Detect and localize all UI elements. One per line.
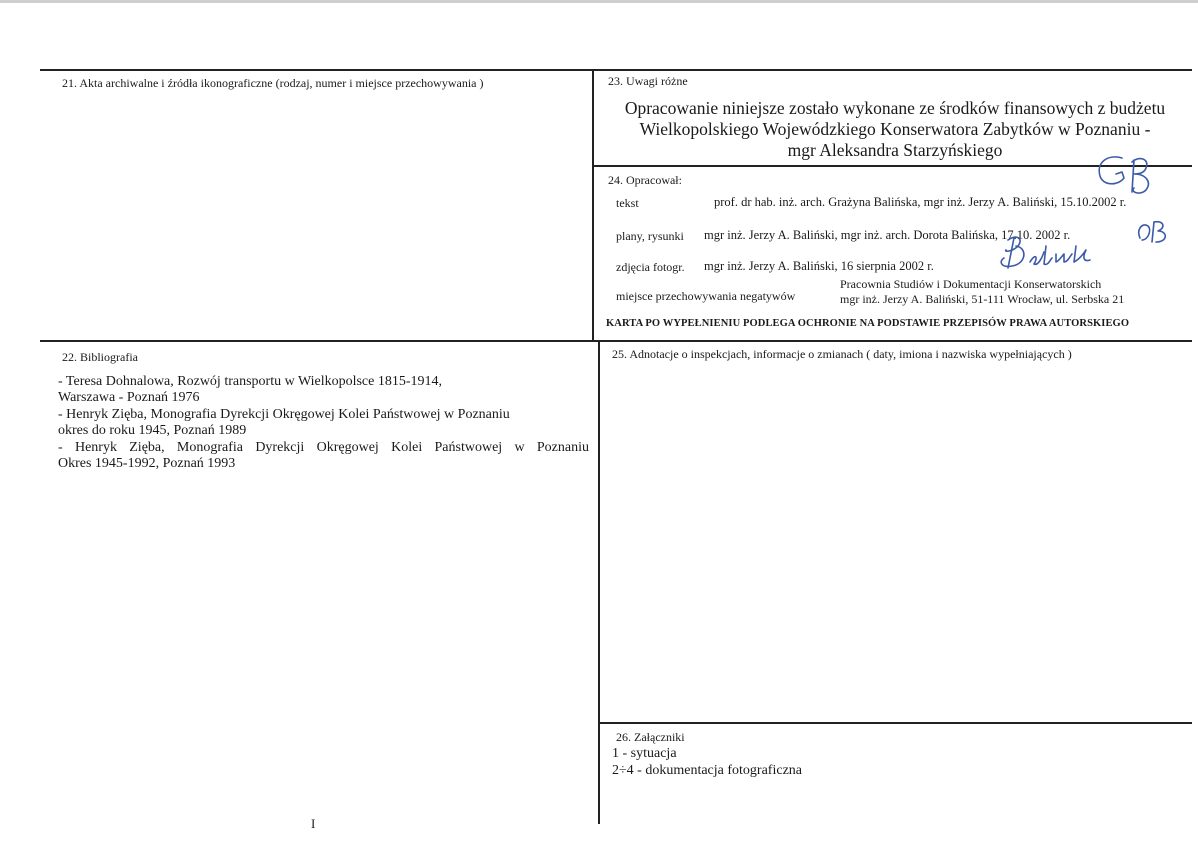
section-25-label: 25. Adnotacje o inspekcjach, informacje o zmianach ( daty, imiona i nazwiska wypełniających ) — [612, 347, 1072, 361]
top-rule — [40, 69, 1192, 71]
negatives-value-line-2: mgr inż. Jerzy A. Baliński, 51-111 Wrocław, ul. Serbska 21 — [840, 292, 1125, 306]
section-24-label: 24. Opracował: — [608, 173, 682, 187]
bibliography-line-6: Okres 1945-1992, Poznań 1993 — [58, 456, 236, 471]
negatives-key: miejsce przechowywania negatywów — [616, 289, 796, 303]
rule-25-26 — [598, 722, 1192, 724]
author-row-value-plans: mgr inż. Jerzy A. Baliński, mgr inż. arch. Dorota Balińska, 17.10. 2002 r. — [704, 228, 1071, 242]
section-22-label: 22. Bibliografia — [62, 350, 138, 364]
attachment-line-2: 2÷4 - dokumentacja fotograficzna — [612, 763, 802, 778]
section-23-note-line-3: mgr Aleksandra Starzyńskiego — [787, 140, 1003, 160]
section-23-note-line-1: Opracowanie niniejsze zostało wykonane ze środków finansowych z budżetu — [624, 98, 1166, 118]
bibliography-line-4: okres do roku 1945, Poznań 1989 — [58, 423, 247, 438]
top-edge — [0, 0, 1198, 3]
negatives-value-line-1: Pracownia Studiów i Dokumentacji Konserwatorskich — [840, 277, 1102, 291]
author-row-value-text: prof. dr hab. inż. arch. Grażyna Balińska, mgr inż. Jerzy A. Baliński, 15.10.2002 r. — [714, 195, 1127, 209]
author-row-value-photos: mgr inż. Jerzy A. Baliński, 16 sierpnia 2002 r. — [704, 259, 934, 273]
author-row-key-photos: zdjęcia fotogr. — [616, 260, 685, 274]
center-divider-upper — [592, 69, 594, 341]
signature-initials-db — [1134, 218, 1174, 246]
bibliography-line-3: - Henryk Zięba, Monografia Dyrekcji Okręgowej Kolei Państwowej w Poznaniu — [58, 407, 510, 422]
author-row-key-plans: plany, rysunki — [616, 229, 684, 243]
section-21-label: 21. Akta archiwalne i źródła ikonograficzne (rodzaj, numer i miejsce przechowywania ) — [62, 76, 484, 90]
copyright-notice: KARTA PO WYPEŁNIENIU PODLEGA OCHRONIE NA PODSTAWIE PRZEPISÓW PRAWA AUTORSKIEGO — [606, 318, 1130, 329]
section-23-label: 23. Uwagi różne — [608, 74, 688, 88]
signature-initials-gb — [1088, 152, 1162, 202]
author-row-key-text: tekst — [616, 196, 639, 210]
attachment-line-1: 1 - sytuacja — [612, 746, 677, 761]
signature-balinski — [994, 232, 1104, 280]
section-26-label: 26. Załączniki — [616, 730, 685, 744]
center-divider-lower — [598, 341, 600, 824]
bibliography-line-2: Warszawa - Poznań 1976 — [58, 390, 200, 405]
bibliography-line-1: - Teresa Dohnalowa, Rozwój transportu w Wielkopolsce 1815-1914, — [58, 374, 443, 389]
page-mark: I — [311, 816, 316, 831]
section-23-note-line-2: Wielkopolskiego Wojewódzkiego Konserwatora Zabytków w Poznaniu - — [639, 119, 1151, 139]
bibliography-line-5: - Henryk Zięba, Monografia Dyrekcji Okręgowej Kolei Państwowej w Poznaniu — [58, 440, 589, 455]
middle-rule — [40, 340, 1192, 342]
